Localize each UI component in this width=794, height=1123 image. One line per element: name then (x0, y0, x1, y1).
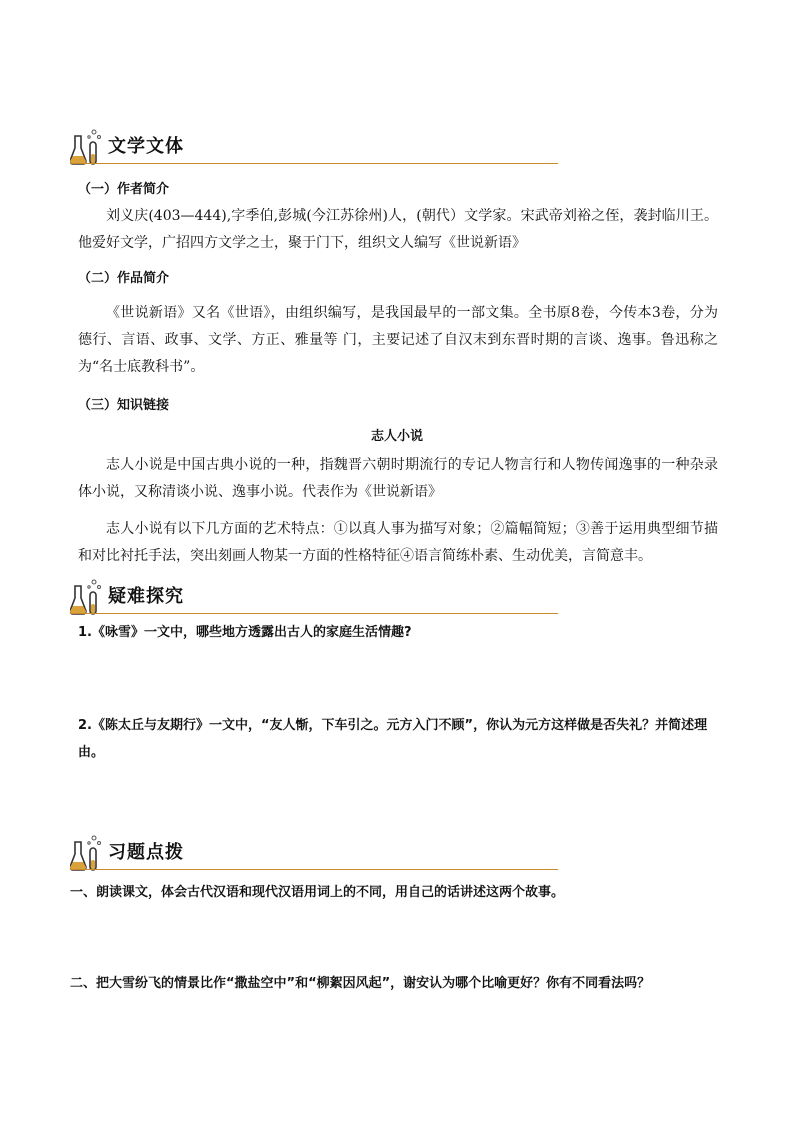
author-paragraph: 刘义庆(403—444),字季伯,彭城(今江苏徐州)人，(朝代）文学家。宋武帝刘裕之侄，袭封临川王。他爱好文学，广招四方文学之士，聚于门下，组织文人编写《世说新语》 (78, 208, 718, 251)
flask-icon (70, 834, 104, 872)
inquiry-question-2: 2.《陈太丘与友期行》一文中，“友人惭，下车引之。元方入门不顾”，你认为元方这样做是否失礼？并简述理由。 (78, 718, 708, 760)
link-heading: （三）知识链接 (78, 398, 170, 413)
section-title: 文学文体 (108, 136, 184, 157)
inquiry-question-1: 1.《咏雪》一文中，哪些地方透露出古人的家庭生活情趣? (78, 625, 412, 640)
exercise-question-1: 一、朗读课文，体会古代汉语和现代汉语用词上的不同，用自己的话讲述这两个故事。 (70, 885, 565, 900)
link-title: 志人小说 (370, 429, 423, 444)
section-title: 习题点拨 (108, 842, 184, 863)
work-paragraph: 《世说新语》又名《世语》，由组织编写，是我国最早的一部文集。全书原8卷，今传本3卷，分为德行、言语、政事、文学、方正、雅量等 门，主要记述了自汉末到东晋时期的言谈、逸事。鲁迅称之为“名士底教科书”。 (78, 305, 718, 375)
section-header-literature (70, 128, 558, 168)
section-header-exercises (70, 834, 558, 874)
work-heading: （二）作品简介 (78, 271, 170, 286)
author-heading: （一）作者简介 (78, 182, 170, 197)
link-paragraph-1: 志人小说是中国古典小说的一种，指魏晋六朝时期流行的专记人物言行和人物传闻逸事的一种杂录体小说，又称清谈小说、逸事小说。代表作为《世说新语》 (78, 457, 718, 500)
link-paragraph-2: 志人小说有以下几方面的艺术特点：①以真人事为描写对象；②篇幅简短；③善于运用典型细节描和对比衬托手法，突出刻画人物某一方面的性格特征④语言简练朴素、生动优美，言简意丰。 (78, 521, 718, 564)
exercise-question-2: 二、把大雪纷飞的情景比作“撒盐空中”和“柳絮因风起”，谢安认为哪个比喻更好？你有不同看法吗？ (70, 976, 651, 991)
section-divider (70, 163, 558, 164)
section-divider (70, 613, 558, 614)
flask-icon (70, 578, 104, 616)
section-header-inquiry (70, 578, 558, 618)
section-divider (70, 869, 558, 870)
section-title: 疑难探究 (108, 586, 184, 607)
flask-icon (70, 128, 104, 166)
